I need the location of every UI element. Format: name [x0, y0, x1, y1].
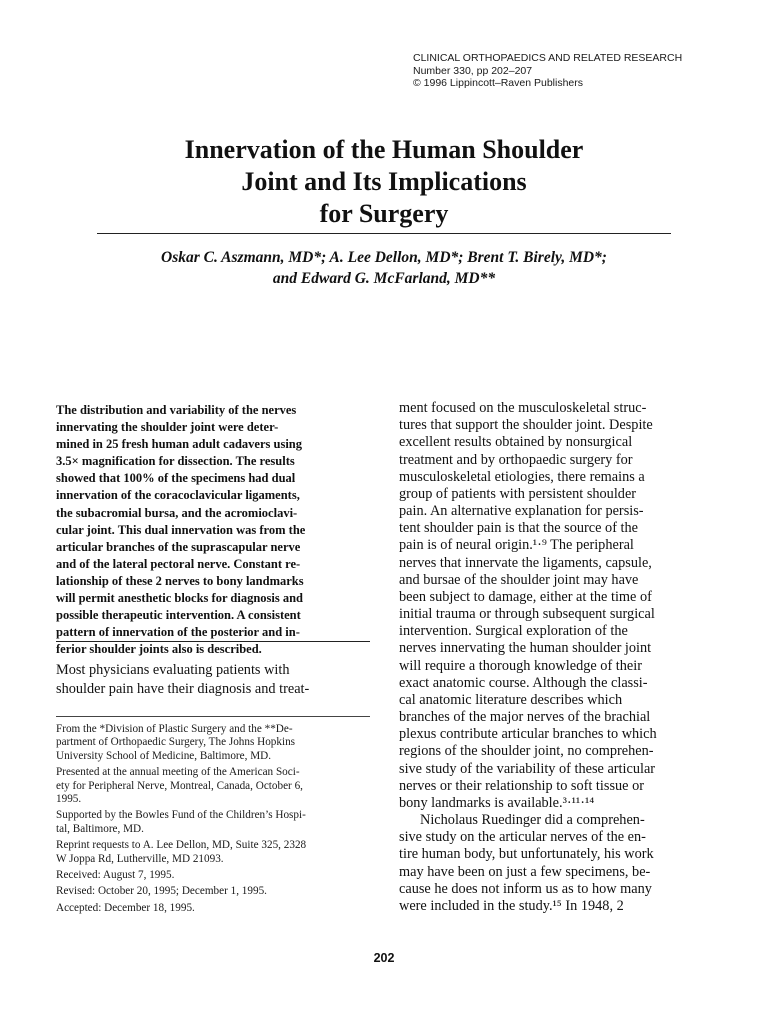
footnote-line: tal, Baltimore, MD. — [56, 822, 144, 835]
body-line: plexus contribute articular branches to which — [399, 726, 657, 743]
journal-copyright: © 1996 Lippincott–Raven Publishers — [413, 77, 584, 89]
intro-line: Most physicians evaluating patients with — [56, 662, 290, 678]
title-line: Innervation of the Human Shoulder — [184, 135, 584, 164]
body-line: sive study of the variability of these articular — [399, 760, 656, 777]
footnote — [56, 809, 374, 836]
footnote — [56, 885, 374, 898]
footnote-line: Received: August 7, 1995. — [56, 869, 175, 882]
footnote-line: University School of Medicine, Baltimore, MD. — [56, 749, 272, 762]
journal-header — [413, 52, 682, 90]
footnote-line: partment of Orthopaedic Surgery, The Johns Hopkins — [56, 736, 296, 749]
body-line: nerves innervating the human shoulder joint — [399, 640, 652, 657]
body-column-right — [399, 400, 719, 915]
abstract-line: will permit anesthetic blocks for diagnosis and — [56, 591, 304, 606]
title-rule — [97, 233, 671, 234]
footnote-line: From the *Division of Plastic Surgery and the **De- — [56, 723, 293, 735]
abstract-line: ferior shoulder joints also is described. — [56, 642, 262, 657]
footnote-line: Presented at the annual meeting of the American Soci- — [56, 766, 300, 779]
footnote — [56, 766, 374, 806]
body-line: ment focused on the musculoskeletal struc- — [399, 400, 647, 416]
body-line: exact anatomic course. Although the classi- — [399, 674, 648, 691]
page-number: 202 — [373, 951, 395, 965]
abstract-line: cular joint. This dual innervation was from the — [56, 522, 306, 537]
body-line: pain is of neural origin.¹·⁹ The peripheral — [399, 537, 634, 554]
footnote-line: Revised: October 20, 1995; December 1, 1995. — [56, 885, 267, 898]
body-line: branches of the major nerves of the brachial — [399, 709, 651, 726]
body-line: cal anatomic literature describes which — [399, 691, 623, 708]
body-line: regions of the shoulder joint, no comprehen- — [399, 743, 654, 760]
footnote — [56, 723, 374, 763]
footnote-line: Supported by the Bowles Fund of the Children’s Hospi- — [56, 809, 306, 822]
article-title — [60, 134, 708, 230]
footnote — [56, 902, 374, 915]
footnote-line: Accepted: December 18, 1995. — [56, 901, 195, 914]
abstract-line: mined in 25 fresh human adult cadavers using — [56, 437, 302, 452]
body-line: excellent results obtained by nonsurgical — [399, 434, 633, 451]
body-line: initial trauma or through subsequent surgical — [399, 606, 655, 623]
abstract-line: articular branches of the suprascapular nerve — [56, 539, 301, 554]
title-line: for Surgery — [319, 199, 449, 228]
footnote — [56, 869, 374, 882]
footnote-line: W Joppa Rd, Lutherville, MD 21093. — [56, 852, 224, 865]
abstract-line: lationship of these 2 nerves to bony landmarks — [56, 573, 304, 588]
footnote-line: ety for Peripheral Nerve, Montreal, Canada, October 6, — [56, 779, 303, 792]
body-line: group of patients with persistent shoulder — [399, 485, 637, 502]
abstract-line: innervating the shoulder joint were deter- — [56, 420, 279, 435]
body-line: nerves or their relationship to soft tissue or — [399, 777, 644, 794]
footnote-line: 1995. — [56, 793, 82, 806]
abstract-line: and of the lateral pectoral nerve. Constant re- — [56, 556, 301, 571]
body-line: will require a thorough knowledge of their — [399, 657, 642, 674]
author-line: and Edward G. McFarland, MD** — [272, 270, 496, 287]
body-line: sive study on the articular nerves of the en- — [399, 829, 646, 846]
intro-paragraph — [56, 661, 309, 699]
abstract-line: The distribution and variability of the nerves — [56, 403, 297, 417]
abstract-line: pattern of innervation of the posterior and in- — [56, 625, 300, 640]
body-line: cause he does not inform us as to how many — [399, 880, 652, 897]
body-line: may have been on just a few specimens, be- — [399, 863, 651, 880]
abstract-rule — [56, 641, 370, 642]
body-line: Nicholaus Ruedinger did a comprehen- — [420, 812, 645, 829]
body-line: tures that support the shoulder joint. Despite — [399, 417, 653, 434]
body-line: tire human body, but unfortunately, his work — [399, 846, 654, 863]
footnotes — [56, 723, 374, 918]
body-line: were included in the study.¹⁵ In 1948, 2 — [399, 897, 624, 914]
body-line: and bursae of the shoulder joint may have — [399, 571, 639, 588]
author-line: Oskar C. Aszmann, MD*; A. Lee Dellon, MD*; Brent T. Birely, MD*; — [161, 249, 607, 266]
abstract-line: the subacromial bursa, and the acromioclavi- — [56, 505, 298, 520]
body-line: been subject to damage, either at the time of — [399, 588, 652, 605]
abstract-line: innervation of the coracoclavicular ligaments, — [56, 488, 300, 503]
body-line: treatment and by orthopaedic surgery for — [399, 451, 633, 468]
body-line: musculoskeletal etiologies, there remains a — [399, 468, 645, 485]
intro-line: shoulder pain have their diagnosis and treat- — [56, 681, 310, 698]
body-line: nerves that innervate the ligaments, capsule, — [399, 554, 652, 571]
body-line: bony landmarks is available.³·¹¹·¹⁴ — [399, 794, 595, 811]
body-line: pain. An alternative explanation for persis- — [399, 503, 644, 520]
body-line: tent shoulder pain is that the source of the — [399, 520, 639, 537]
abstract — [56, 402, 376, 658]
abstract-line: showed that 100% of the specimens had dual — [56, 471, 296, 486]
journal-issue: Number 330, pp 202–207 — [413, 64, 533, 77]
journal-name: CLINICAL ORTHOPAEDICS AND RELATED RESEARCH — [413, 52, 683, 64]
body-line: intervention. Surgical exploration of the — [399, 623, 628, 640]
abstract-line: 3.5× magnification for dissection. The results — [56, 454, 295, 469]
footnote — [56, 839, 374, 866]
author-list — [60, 247, 708, 289]
footnote-line: Reprint requests to A. Lee Dellon, MD, Suite 325, 2328 — [56, 839, 307, 852]
abstract-line: possible therapeutic intervention. A consistent — [56, 608, 301, 623]
title-line: Joint and Its Implications — [241, 167, 527, 196]
footnote-rule — [56, 716, 370, 717]
